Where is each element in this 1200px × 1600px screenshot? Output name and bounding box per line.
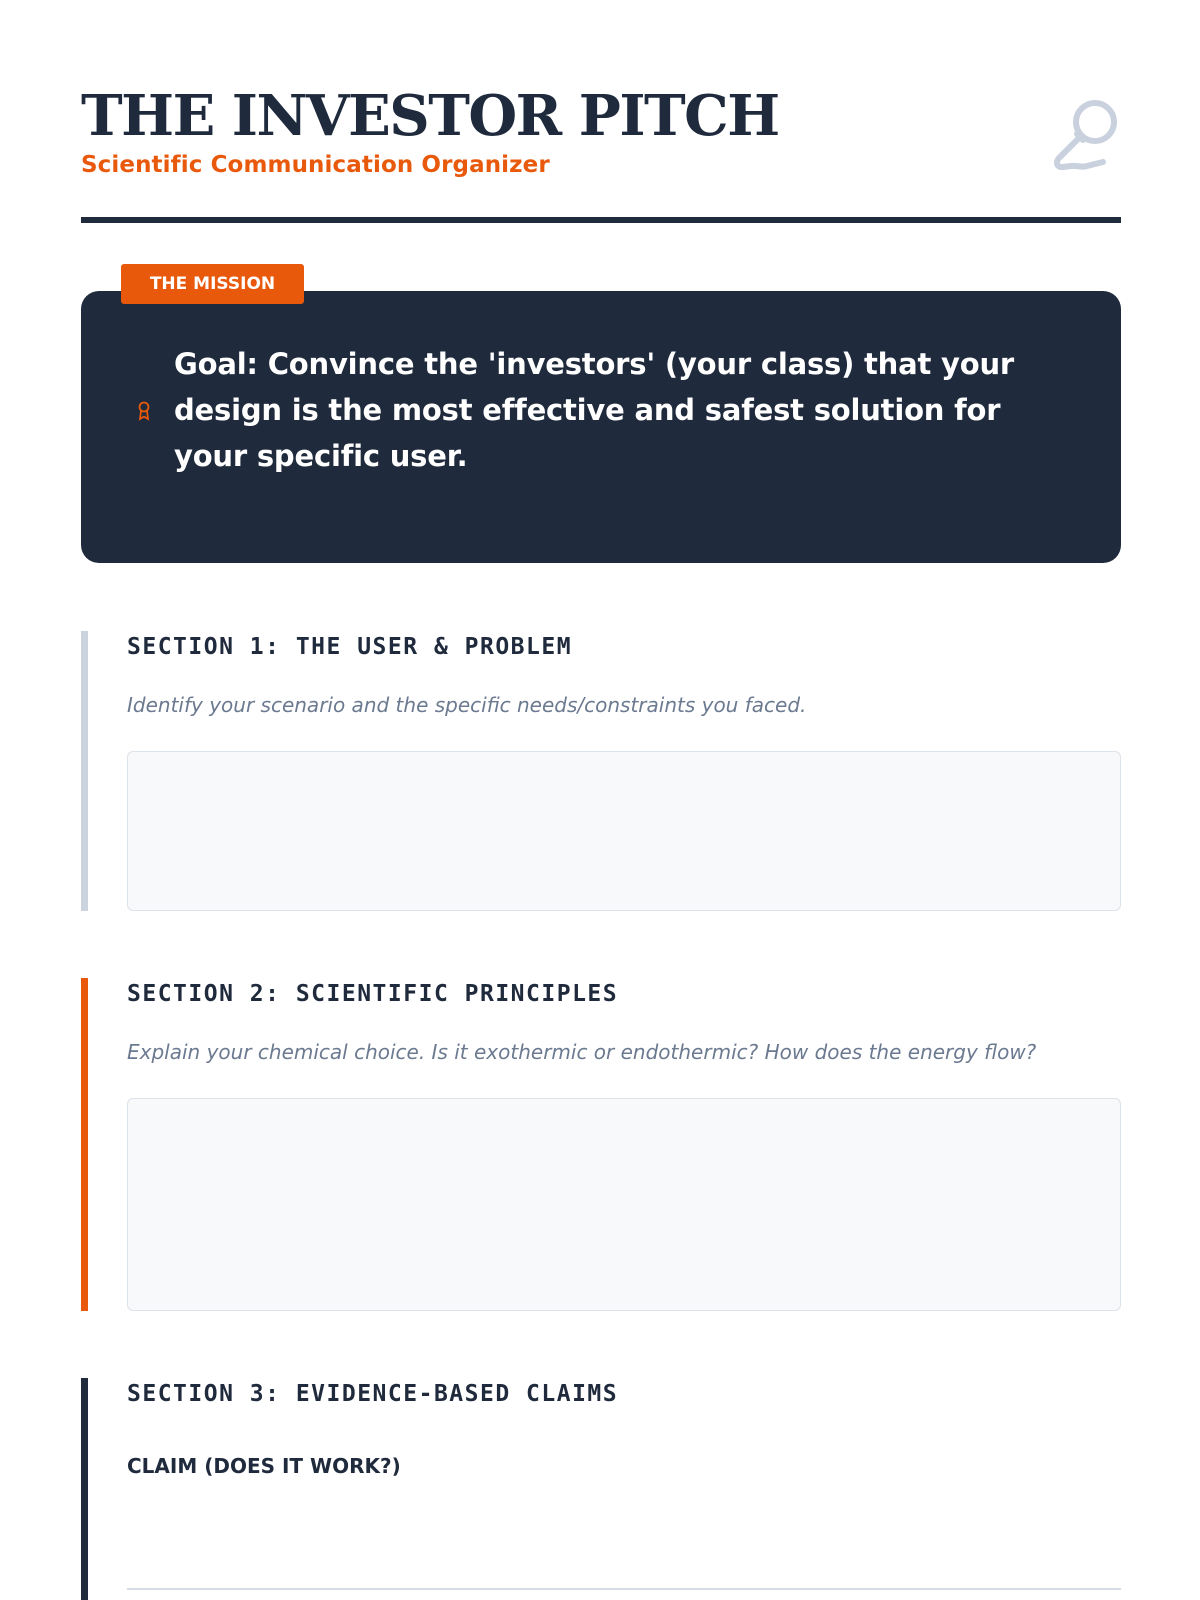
section-user-problem <box>81 631 1121 911</box>
section-title: SECTION 1: THE USER & PROBLEM <box>127 634 573 660</box>
section-hint: Explain your chemical choice. Is it exothermic or endothermic? How does the energy flow? <box>127 1040 1037 1064</box>
section-hint: Identify your scenario and the specific needs/constraints you faced. <box>127 693 807 717</box>
section-2-answer-box[interactable] <box>127 1098 1121 1311</box>
section-scientific-principles <box>81 978 1121 1311</box>
page-subtitle: Scientific Communication Organizer <box>81 152 550 178</box>
organizer-page <box>81 0 1121 1600</box>
claim-label: CLAIM (DOES IT WORK?) <box>127 1454 401 1478</box>
mission-tag: THE MISSION <box>121 264 304 304</box>
microphone-icon <box>1051 96 1121 172</box>
section-1-answer-box[interactable] <box>127 751 1121 911</box>
section-accent-bar <box>81 978 88 1311</box>
section-accent-bar <box>81 631 88 911</box>
section-evidence-claims <box>81 1378 1121 1600</box>
claim-answer-line[interactable] <box>127 1588 1121 1590</box>
section-title: SECTION 3: EVIDENCE-BASED CLAIMS <box>127 1381 619 1407</box>
page-title: THE INVESTOR PITCH <box>81 83 779 149</box>
section-title: SECTION 2: SCIENTIFIC PRINCIPLES <box>127 981 619 1007</box>
header-divider <box>81 217 1121 223</box>
page-header <box>81 84 1121 224</box>
mission-box <box>81 291 1121 563</box>
mission-goal-text: Goal: Convince the 'investors' (your class) that your design is the most effective and safest solution for your specific user. <box>174 347 1015 473</box>
award-icon <box>136 401 152 421</box>
section-accent-bar <box>81 1378 88 1600</box>
